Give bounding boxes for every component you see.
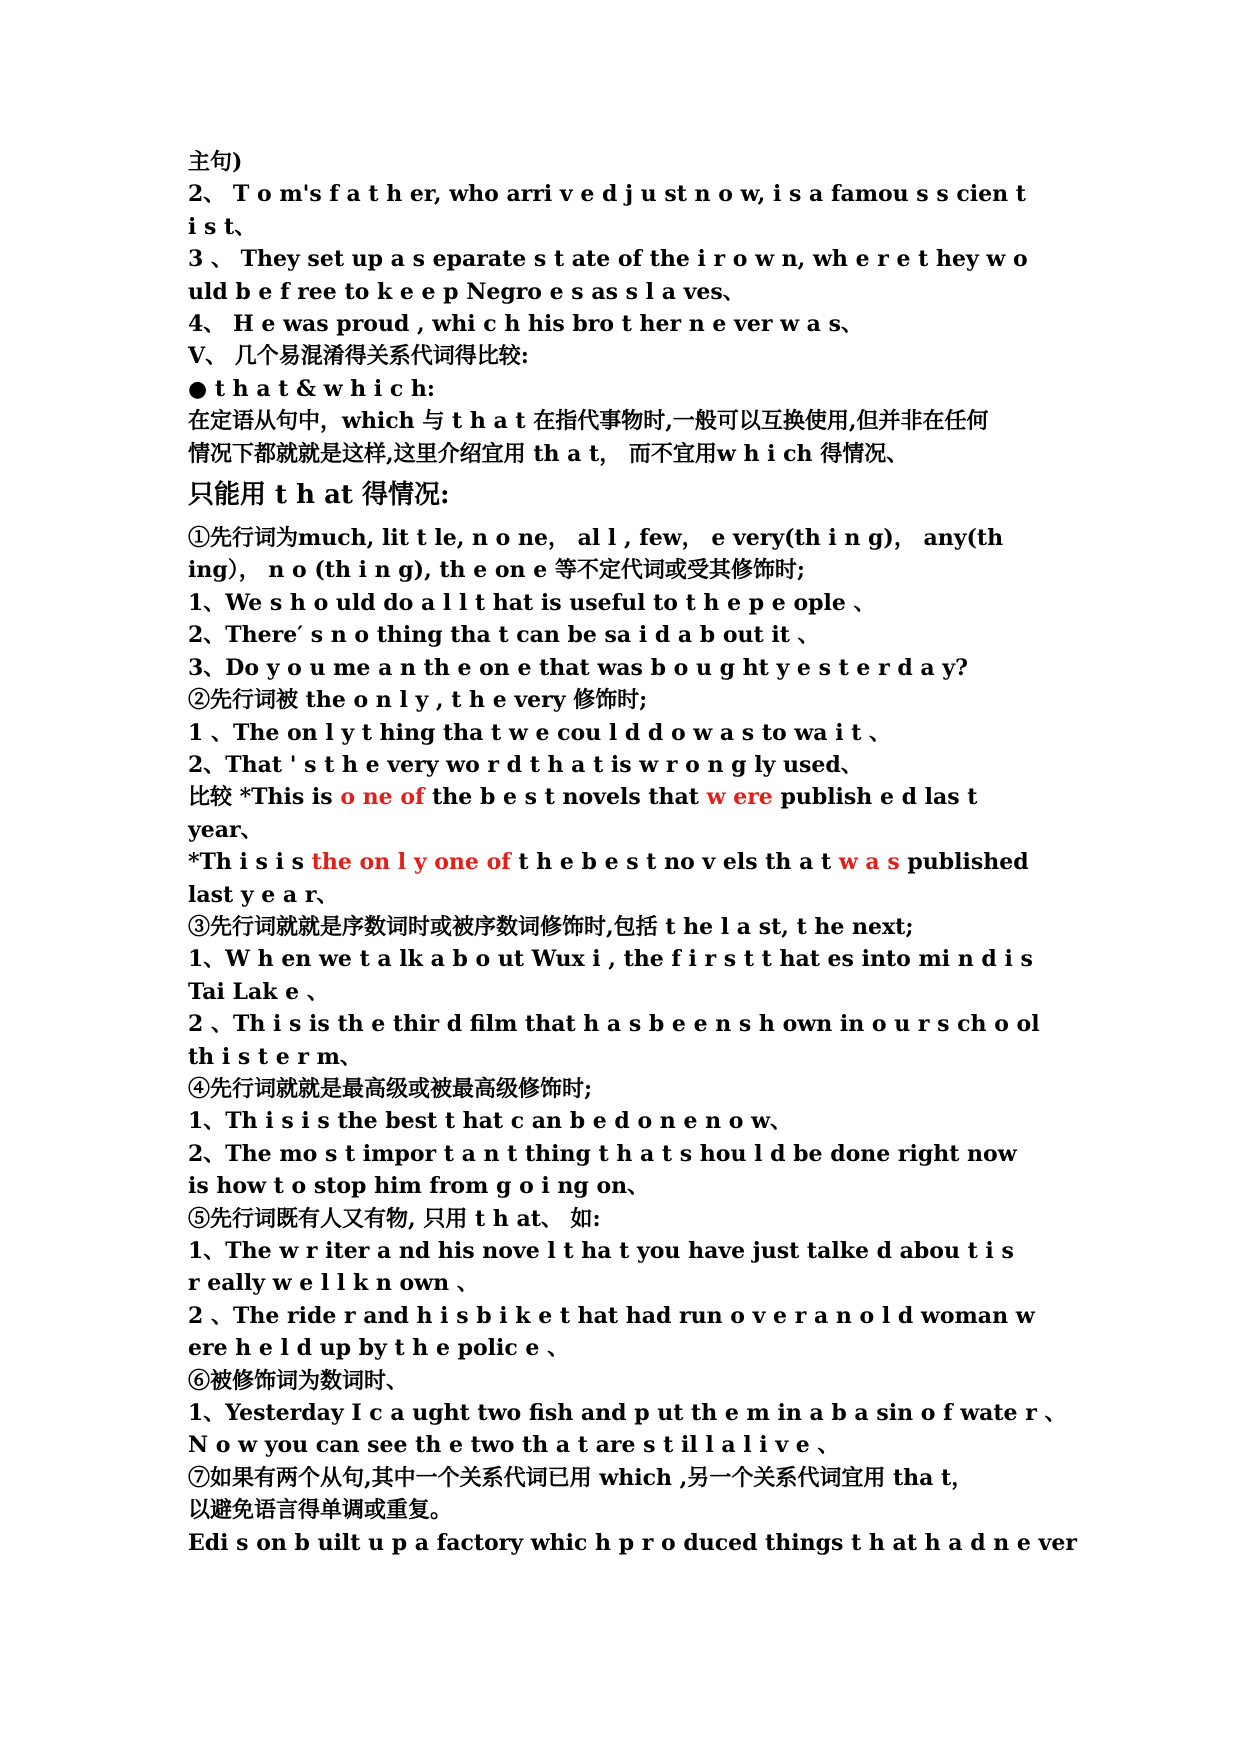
comparison-text: 比较 *This is: [188, 784, 341, 811]
example-line: 1、W h en we t a lk a b o ut Wux i , the f i r s t t hat es into mi n d i s: [188, 946, 1033, 973]
text-line: last y e a r、: [188, 881, 339, 908]
example-line: 3、Do y o u me a n th e on e that was b o u g ht y e s t e r d a y?: [188, 654, 968, 681]
example-line: 1、Yesterday I c a ught two fish and p ut th e m in a b a sin o f wate r 、: [188, 1400, 1067, 1427]
highlight-text: o ne of: [340, 784, 425, 811]
text-line: 以避免语言得单调或重复。: [188, 1497, 453, 1524]
text-line: 2、 T o m's f a t h er, who arri v e d j u st n o w, i s a famou s s cien t: [188, 181, 1026, 208]
example-line: N o w you can see th e two th a t are s t il l a l i v e 、: [188, 1432, 840, 1459]
text-line: uld b e f ree to k e e p Negro e s as s l a ves、: [188, 278, 745, 305]
example-line: ere h e l d up by t h e polic e 、: [188, 1335, 570, 1362]
text-line: i s t、: [188, 213, 257, 240]
text-line: 4、 H e was proud , whi c h his bro t her n e ver w a s、: [188, 311, 863, 338]
example-line: 2、The mo s t impor t a n t thing t h a t s hou l d be done right now: [188, 1140, 1017, 1167]
text-line: ①先行词为much, lit t le, n o ne， al l , few， e very(th i n g)， any(th: [188, 525, 1004, 552]
text-line: ⑦如果有两个从句,其中一个关系代词已用 which ,另一个关系代词宜用 tha t，: [188, 1464, 974, 1491]
text-line: ③先行词就就是序数词时或被序数词修饰时,包括 t he l a st, t he next;: [188, 913, 914, 940]
text-line: ing）， n o (th i n g), th e on e 等不定代词或受其修饰时;: [188, 557, 805, 584]
highlight-text: the on l y one of: [311, 849, 511, 876]
comparison-line-2: [188, 846, 1088, 878]
section-heading: Ⅴ、 几个易混淆得关系代词得比较:: [188, 343, 529, 370]
example-line: 1、Th i s i s the best t hat c an b e d o n e n o w、: [188, 1108, 793, 1135]
comparison-text: t h e b e s t no v els th a t: [510, 849, 839, 876]
text-line: ⑤先行词既有人又有物, 只用 t h at、 如:: [188, 1205, 601, 1232]
text-line: ④先行词就就是最高级或被最高级修饰时;: [188, 1075, 593, 1102]
example-line: 1、We s h o uld do a l l t hat is useful to t h e p e ople 、: [188, 589, 876, 616]
example-line: 2、There′ s n o thing tha t can be sa i d a b out it 、: [188, 622, 820, 649]
example-line: 2 、Th i s is th e thir d film that h a s b e e n s h own in o u r s ch o ol: [188, 1011, 1040, 1038]
text-line: 3 、 They set up a s eparate s t ate of the i r o w n, wh e r e t hey w o: [188, 246, 1028, 273]
example-line: 1、The w r iter a nd his nove l t ha t you have just talke d abou t i s: [188, 1238, 1014, 1264]
example-line: th i s t e r m、: [188, 1043, 362, 1070]
text-line: 情况下都就就是这样,这里介绍宜用 th a t， 而不宜用w h i ch 得情况、: [188, 440, 909, 467]
example-line: 2 、The ride r and h i s b i k e t hat had run o v e r a n o l d woman w: [188, 1302, 1035, 1329]
comparison-text: publish e d las t: [772, 784, 978, 811]
example-line: Tai Lak e 、: [188, 978, 329, 1005]
example-line: 1 、The on l y t hing tha t w e cou l d d o w a s to wa i t 、: [188, 719, 892, 746]
comparison-text: the b e s t novels that: [424, 784, 707, 811]
text-line: 在定语从句中，which 与 t h a t 在指代事物时,一般可以互换使用,但并非在任何: [188, 408, 989, 435]
comparison-text: published: [899, 849, 1029, 876]
example-line: r eally w e l l k n own 、: [188, 1270, 479, 1297]
example-line: is how t o stop him from g o i ng on、: [188, 1173, 650, 1200]
highlight-text: w a s: [838, 849, 900, 876]
highlight-text: w ere: [706, 784, 773, 811]
text-line: ● t h a t & w h i c h:: [188, 375, 436, 402]
document-page: [188, 146, 1088, 1559]
text-line: ⑥被修饰词为数词时、: [188, 1367, 409, 1394]
section-title: 只能用 t h at 得情况:: [188, 480, 450, 511]
text-line: 主句): [188, 149, 243, 175]
comparison-text: *Th i s i s: [188, 849, 312, 876]
example-line: Edi s on b uilt u p a factory whic h p r o duced things t h at h a d n e ver: [188, 1529, 1077, 1556]
comparison-line-1: [188, 781, 1088, 813]
example-line: 2、That ' s t h e very wo r d t h a t is w r o n g ly used、: [188, 751, 863, 778]
text-line: year、: [188, 816, 263, 843]
text-line: ②先行词被 the o n l y , t h e very 修饰时;: [188, 687, 648, 714]
